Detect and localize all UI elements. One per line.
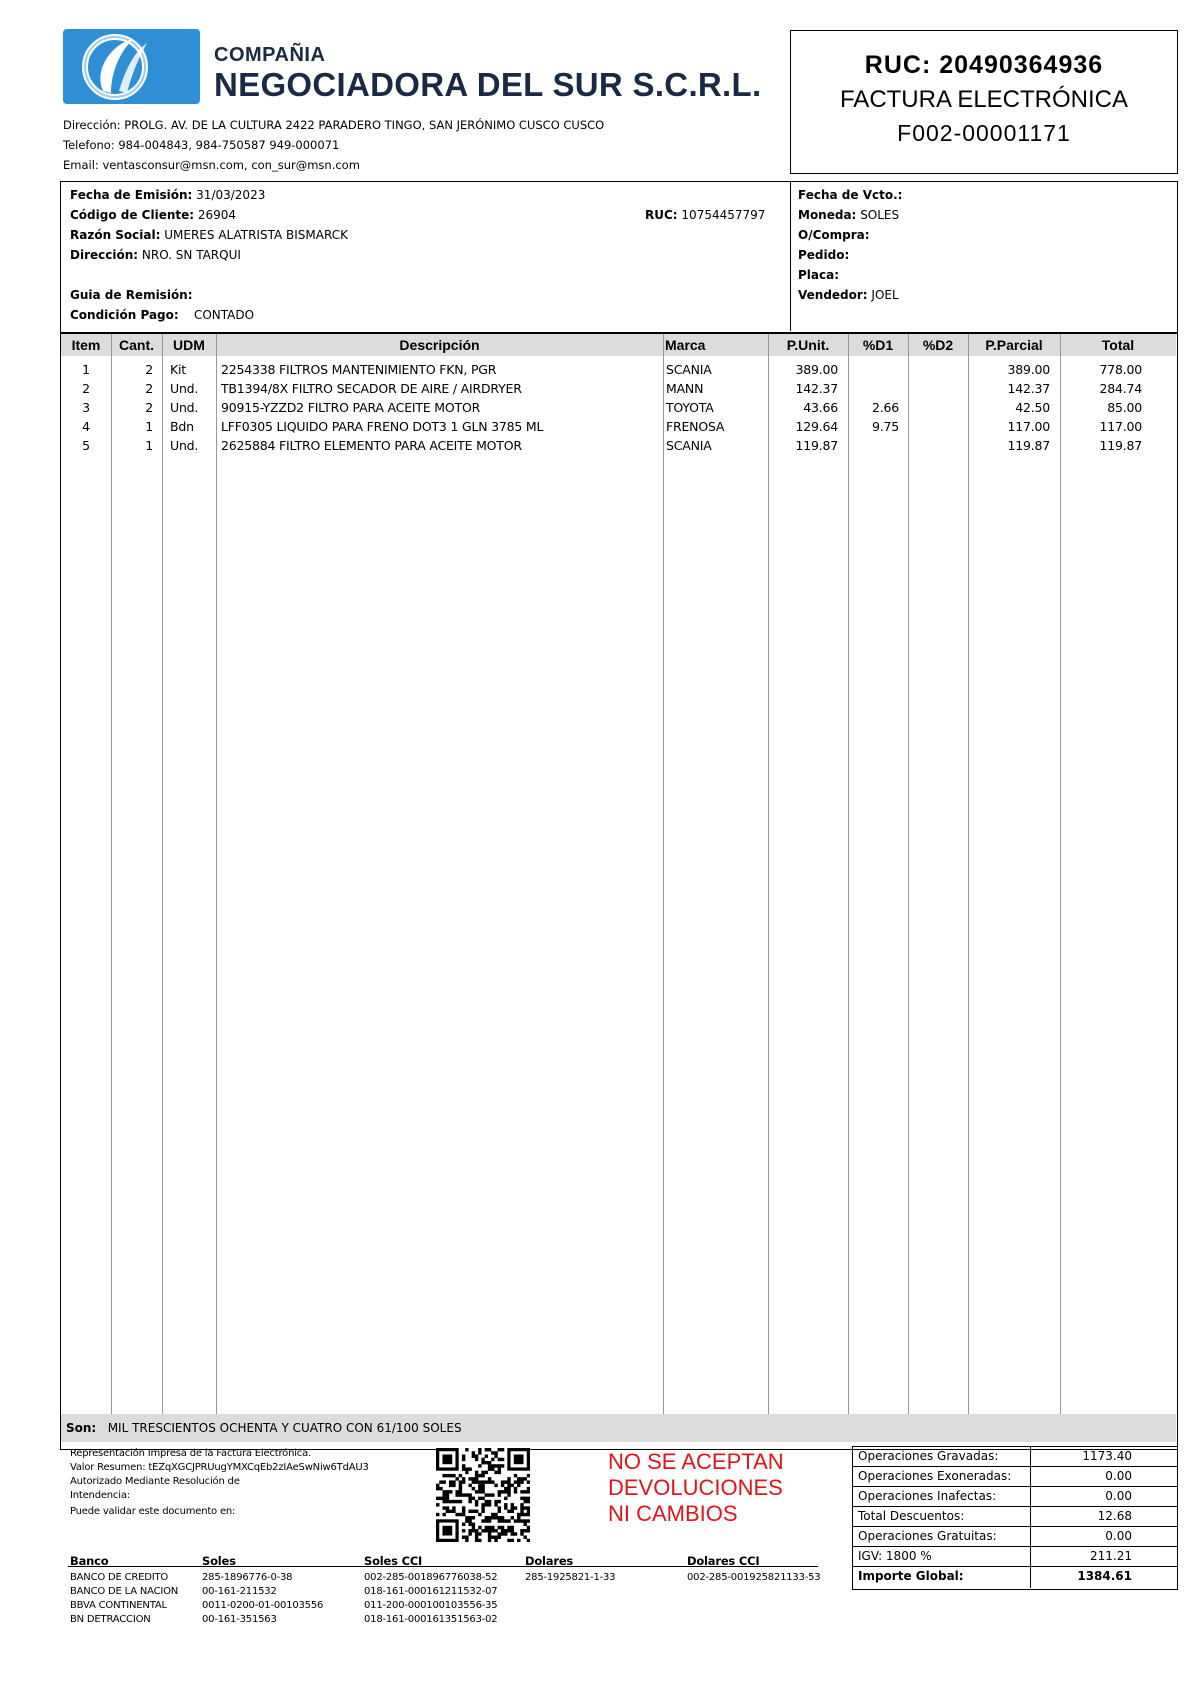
vendedor-label: Vendedor: <box>798 288 868 302</box>
cell-total: 117.00 <box>1099 419 1142 434</box>
razon-social-row <box>70 228 348 242</box>
fecha-emision-value: 31/03/2023 <box>196 188 266 202</box>
totals-row-line <box>852 1566 1178 1567</box>
cell-cant: 1 <box>145 438 153 453</box>
fecha-emision-row <box>70 188 265 202</box>
totals-value: 0.00 <box>1105 1489 1132 1503</box>
cell-pparcial: 119.87 <box>1007 438 1050 453</box>
cell-pparcial: 42.50 <box>1015 400 1050 415</box>
col-divider <box>968 334 969 1414</box>
address-label: Dirección: <box>63 118 121 132</box>
cell-pparcial: 389.00 <box>1007 362 1050 377</box>
cell-item: 5 <box>82 438 90 453</box>
moneda-row <box>798 208 899 222</box>
vendedor-row <box>798 288 899 302</box>
cell-udm: Kit <box>170 362 186 377</box>
totals-label: Total Descuentos: <box>858 1509 965 1523</box>
bank-name: BN DETRACCION <box>70 1614 151 1625</box>
phone-value: 984-004843, 984-750587 949-000071 <box>118 138 340 152</box>
company-email <box>63 158 360 172</box>
placa-row <box>798 268 839 282</box>
company-address <box>63 118 604 132</box>
cell-cant: 2 <box>145 400 153 415</box>
cell-total: 284.74 <box>1099 381 1142 396</box>
condicion-pago-value: CONTADO <box>193 308 255 322</box>
moneda-label: Moneda: <box>798 208 857 222</box>
cell-udm: Und. <box>170 400 199 415</box>
company-name-large: NEGOCIADORA DEL SUR S.C.R.L. <box>214 66 762 103</box>
banks-header-dolares-cci: Dolares CCI <box>687 1554 760 1568</box>
footer-line-3: Autorizado Mediante Resolución de <box>70 1476 240 1487</box>
totals-value: 0.00 <box>1105 1469 1132 1483</box>
client-ruc-label: RUC: <box>645 208 678 222</box>
cell-punit: 129.64 <box>795 419 838 434</box>
bank-soles-cci: 018-161-000161351563-02 <box>364 1614 498 1625</box>
footer-line-2: Valor Resumen: tEZqXGCJPRUugYMXCqEb2zIAeSwNiw6TdAU3 <box>70 1462 369 1473</box>
document-number: F002-00001171 <box>897 120 1071 146</box>
document-type: FACTURA ELECTRÓNICA <box>839 86 1129 113</box>
son-label: Son: <box>66 1421 97 1435</box>
cell-marca: SCANIA <box>666 438 712 453</box>
cell-total: 778.00 <box>1099 362 1142 377</box>
totals-label: Importe Global: <box>858 1569 964 1583</box>
totals-value: 12.68 <box>1097 1509 1132 1523</box>
ocompra-row <box>798 228 870 242</box>
bank-soles-cci: 018-161-000161211532-07 <box>364 1586 498 1597</box>
vendedor-value: JOEL <box>871 288 899 302</box>
client-box-divider <box>790 181 791 331</box>
bank-soles: 00-161-351563 <box>202 1614 277 1625</box>
totals-row-line <box>852 1546 1178 1547</box>
codigo-cliente-row <box>70 208 236 222</box>
col-divider <box>663 334 664 1414</box>
company-logo <box>63 29 200 104</box>
cell-marca: SCANIA <box>666 362 712 377</box>
bank-soles-cci: 011-200-000100103556-35 <box>364 1600 498 1611</box>
cell-item: 2 <box>82 381 90 396</box>
razon-social-value: UMERES ALATRISTA BISMARCK <box>164 228 348 242</box>
cell-desc: LFF0305 LIQUIDO PARA FRENO DOT3 1 GLN 3785 ML <box>221 419 544 434</box>
client-ruc-row <box>645 208 765 222</box>
pedido-row <box>798 248 849 262</box>
totals-label: Operaciones Exoneradas: <box>858 1469 1012 1483</box>
banks-header-soles-cci: Soles CCI <box>364 1554 423 1568</box>
header-pparcial: P.Parcial <box>985 337 1043 353</box>
banks-header-banco: Banco <box>70 1554 109 1568</box>
col-divider <box>908 334 909 1414</box>
company-name-small: COMPAÑIA <box>214 44 326 66</box>
guia-remision-row <box>70 288 193 302</box>
notice-line-3: NI CAMBIOS <box>608 1501 738 1526</box>
cell-desc: TB1394/8X FILTRO SECADOR DE AIRE / AIRDRYER <box>221 381 522 396</box>
totals-value: 1173.40 <box>1082 1449 1132 1463</box>
totals-label: IGV: 1800 % <box>858 1549 932 1563</box>
cell-item: 1 <box>82 362 90 377</box>
bank-name: BBVA CONTINENTAL <box>70 1600 167 1611</box>
notice-line-2: DEVOLUCIONES <box>608 1475 783 1500</box>
cell-punit: 142.37 <box>795 381 838 396</box>
totals-label: Operaciones Inafectas: <box>858 1489 997 1503</box>
totals-row-line <box>852 1486 1178 1487</box>
header-marca: Marca <box>665 337 706 353</box>
notice-line-1: NO SE ACEPTAN <box>608 1449 784 1474</box>
col-divider <box>848 334 849 1414</box>
codigo-cliente-value: 26904 <box>197 208 237 222</box>
cell-udm: Und. <box>170 438 199 453</box>
cell-item: 3 <box>82 400 90 415</box>
razon-social-label: Razón Social: <box>70 228 161 242</box>
amount-in-words <box>66 1421 462 1435</box>
email-label: Email: <box>63 158 99 172</box>
totals-label: Operaciones Gratuitas: <box>858 1529 997 1543</box>
cell-d1: 9.75 <box>871 419 899 434</box>
bank-soles: 00-161-211532 <box>202 1586 277 1597</box>
issuer-ruc: RUC: 20490364936 <box>864 51 1104 79</box>
document-id-box <box>790 30 1178 174</box>
header-descripcion: Descripción <box>399 337 480 353</box>
header-punit: P.Unit. <box>786 337 830 353</box>
totals-value: 0.00 <box>1105 1529 1132 1543</box>
qr-code <box>436 1448 530 1542</box>
bank-dolares: 285-1925821-1-33 <box>525 1572 616 1583</box>
cell-marca: FRENOSA <box>666 419 725 434</box>
cell-pparcial: 142.37 <box>1007 381 1050 396</box>
col-divider <box>111 334 112 1414</box>
header-item: Item <box>71 337 101 353</box>
cell-d1: 2.66 <box>871 400 899 415</box>
cell-punit: 119.87 <box>795 438 838 453</box>
cell-cant: 2 <box>145 362 153 377</box>
cell-punit: 389.00 <box>795 362 838 377</box>
totals-row-line <box>852 1526 1178 1527</box>
return-policy-notice <box>608 1449 784 1527</box>
header-d2: %D2 <box>922 337 954 353</box>
son-text: MIL TRESCIENTOS OCHENTA Y CUATRO CON 61/100 SOLES <box>107 1421 462 1435</box>
client-direccion-label: Dirección: <box>70 248 139 262</box>
totals-row-line <box>852 1466 1178 1467</box>
cell-marca: TOYOTA <box>666 400 714 415</box>
bank-name: BANCO DE LA NACION <box>70 1586 179 1597</box>
condicion-pago-row <box>70 308 254 322</box>
totals-label: Operaciones Gravadas: <box>858 1449 999 1463</box>
phone-label: Telefono: <box>63 138 115 152</box>
fecha-vcto-row <box>798 188 902 202</box>
totals-value: 211.21 <box>1090 1549 1132 1563</box>
client-direccion-row <box>70 248 241 262</box>
bank-soles: 0011-0200-01-00103556 <box>202 1600 324 1611</box>
cell-udm: Bdn <box>170 419 194 434</box>
bank-name: BANCO DE CREDITO <box>70 1572 169 1583</box>
cell-marca: MANN <box>666 381 704 396</box>
company-phone <box>63 138 339 152</box>
header-total: Total <box>1101 337 1135 353</box>
ocompra-label: O/Compra: <box>798 228 870 242</box>
guia-remision-label: Guia de Remisión: <box>70 288 193 302</box>
client-ruc-value: 10754457797 <box>681 208 766 222</box>
totals-value: 1384.61 <box>1077 1569 1132 1583</box>
qr-code-icon <box>436 1448 530 1542</box>
col-divider <box>1060 334 1061 1414</box>
banks-header-dolares: Dolares <box>525 1554 574 1568</box>
footer-line-4: Intendencia: <box>70 1490 130 1501</box>
email-value: ventasconsur@msn.com, con_sur@msn.com <box>102 158 360 172</box>
cell-punit: 43.66 <box>803 400 838 415</box>
moneda-value: SOLES <box>860 208 900 222</box>
bank-soles: 285-1896776-0-38 <box>202 1572 293 1583</box>
cell-desc: 2625884 FILTRO ELEMENTO PARA ACEITE MOTOR <box>221 438 522 453</box>
condicion-pago-label: Condición Pago: <box>70 308 179 322</box>
cell-cant: 1 <box>145 419 153 434</box>
cell-total: 119.87 <box>1099 438 1142 453</box>
cell-desc: 90915-YZZD2 FILTRO PARA ACEITE MOTOR <box>221 400 481 415</box>
cell-pparcial: 117.00 <box>1007 419 1050 434</box>
col-divider <box>162 334 163 1414</box>
cell-udm: Und. <box>170 381 199 396</box>
banks-header-soles: Soles <box>202 1554 236 1568</box>
cell-total: 85.00 <box>1107 400 1142 415</box>
cell-desc: 2254338 FILTROS MANTENIMIENTO FKN, PGR <box>221 362 497 377</box>
footer-line-5: Puede validar este documento en: <box>70 1506 236 1517</box>
placa-label: Placa: <box>798 268 840 282</box>
fecha-vcto-label: Fecha de Vcto.: <box>798 188 903 202</box>
totals-row-line <box>852 1506 1178 1507</box>
bank-dolares-cci: 002-285-001925821133-53 <box>687 1572 821 1583</box>
fecha-emision-label: Fecha de Emisión: <box>70 188 193 202</box>
header-udm: UDM <box>173 337 205 353</box>
address-value: PROLG. AV. DE LA CULTURA 2422 PARADERO TINGO, SAN JERÓNIMO CUSCO CUSCO <box>124 118 605 132</box>
footer-line-1: Representación Impresa de la Factura Electrónica. <box>70 1448 312 1459</box>
logo-mark-icon <box>63 29 200 104</box>
header-d1: %D1 <box>862 337 894 353</box>
items-table <box>60 333 1178 1450</box>
col-divider <box>216 334 217 1414</box>
cell-item: 4 <box>82 419 90 434</box>
cell-cant: 2 <box>145 381 153 396</box>
pedido-label: Pedido: <box>798 248 850 262</box>
client-direccion-value: NRO. SN TARQUI <box>141 248 241 262</box>
codigo-cliente-label: Código de Cliente: <box>70 208 195 222</box>
bank-soles-cci: 002-285-001896776038-52 <box>364 1572 498 1583</box>
col-divider <box>768 334 769 1414</box>
header-cant: Cant. <box>119 337 154 353</box>
